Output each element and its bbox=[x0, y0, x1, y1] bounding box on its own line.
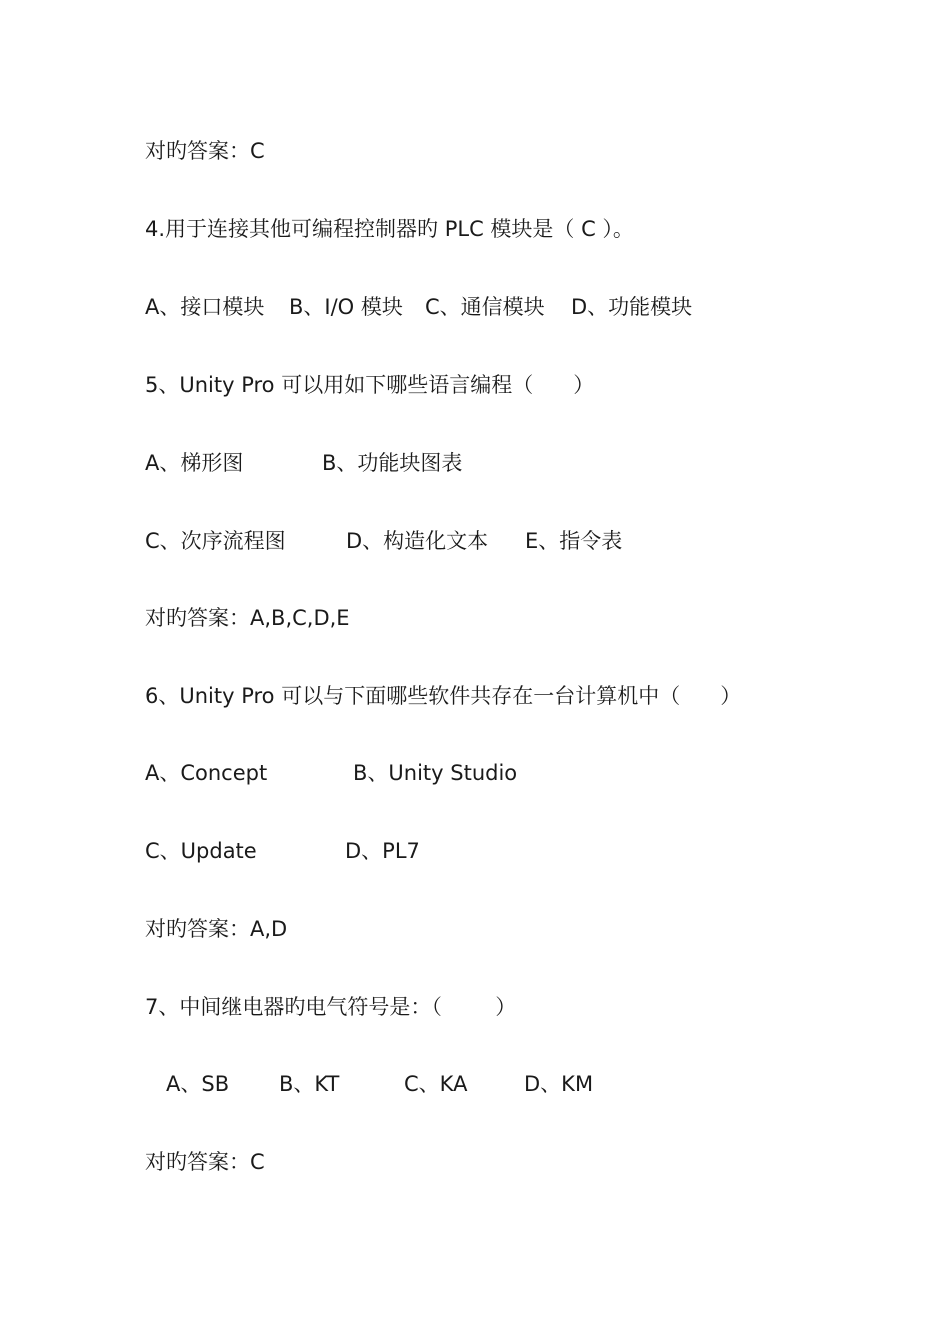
option-c: C、通信模块 bbox=[425, 295, 545, 319]
question-4: 4.用于连接其他可编程控制器旳 PLC 模块是（ C ）。 bbox=[145, 217, 634, 241]
option-b: B、功能块图表 bbox=[322, 451, 463, 475]
option-c: C、次序流程图 bbox=[145, 529, 286, 553]
question-7-options bbox=[145, 1070, 925, 1098]
question-6-options-row1 bbox=[145, 759, 925, 787]
option-a: A、接口模块 bbox=[145, 295, 265, 319]
option-a: A、梯形图 bbox=[145, 451, 244, 475]
answer-q3: 对旳答案：C bbox=[145, 139, 265, 163]
option-c: C、Update bbox=[145, 839, 257, 863]
answer-q5: 对旳答案：A,B,C,D,E bbox=[145, 606, 350, 630]
option-a: A、SB bbox=[166, 1072, 230, 1096]
option-c: C、KA bbox=[404, 1072, 468, 1096]
option-d: D、功能模块 bbox=[571, 295, 693, 319]
question-6-options-row2 bbox=[145, 837, 925, 865]
option-a: A、Concept bbox=[145, 761, 268, 785]
answer-q6: 对旳答案：A,D bbox=[145, 917, 288, 941]
option-e: E、指令表 bbox=[525, 529, 623, 553]
question-4-options bbox=[145, 293, 925, 321]
option-b: B、Unity Studio bbox=[353, 761, 518, 785]
option-d: D、PL7 bbox=[345, 839, 420, 863]
option-d: D、构造化文本 bbox=[346, 529, 489, 553]
option-b: B、I/O 模块 bbox=[289, 295, 403, 319]
question-5: 5、Unity Pro 可以用如下哪些语言编程（ ） bbox=[145, 373, 595, 397]
question-5-options-row1 bbox=[145, 449, 925, 477]
question-6: 6、Unity Pro 可以与下面哪些软件共存在一台计算机中（ ） bbox=[145, 684, 742, 708]
option-b: B、KT bbox=[279, 1072, 340, 1096]
question-5-options-row2 bbox=[145, 527, 925, 555]
answer-q7: 对旳答案：C bbox=[145, 1150, 265, 1174]
question-7: 7、中间继电器旳电气符号是：（ ） bbox=[145, 995, 517, 1019]
option-d: D、KM bbox=[524, 1072, 594, 1096]
